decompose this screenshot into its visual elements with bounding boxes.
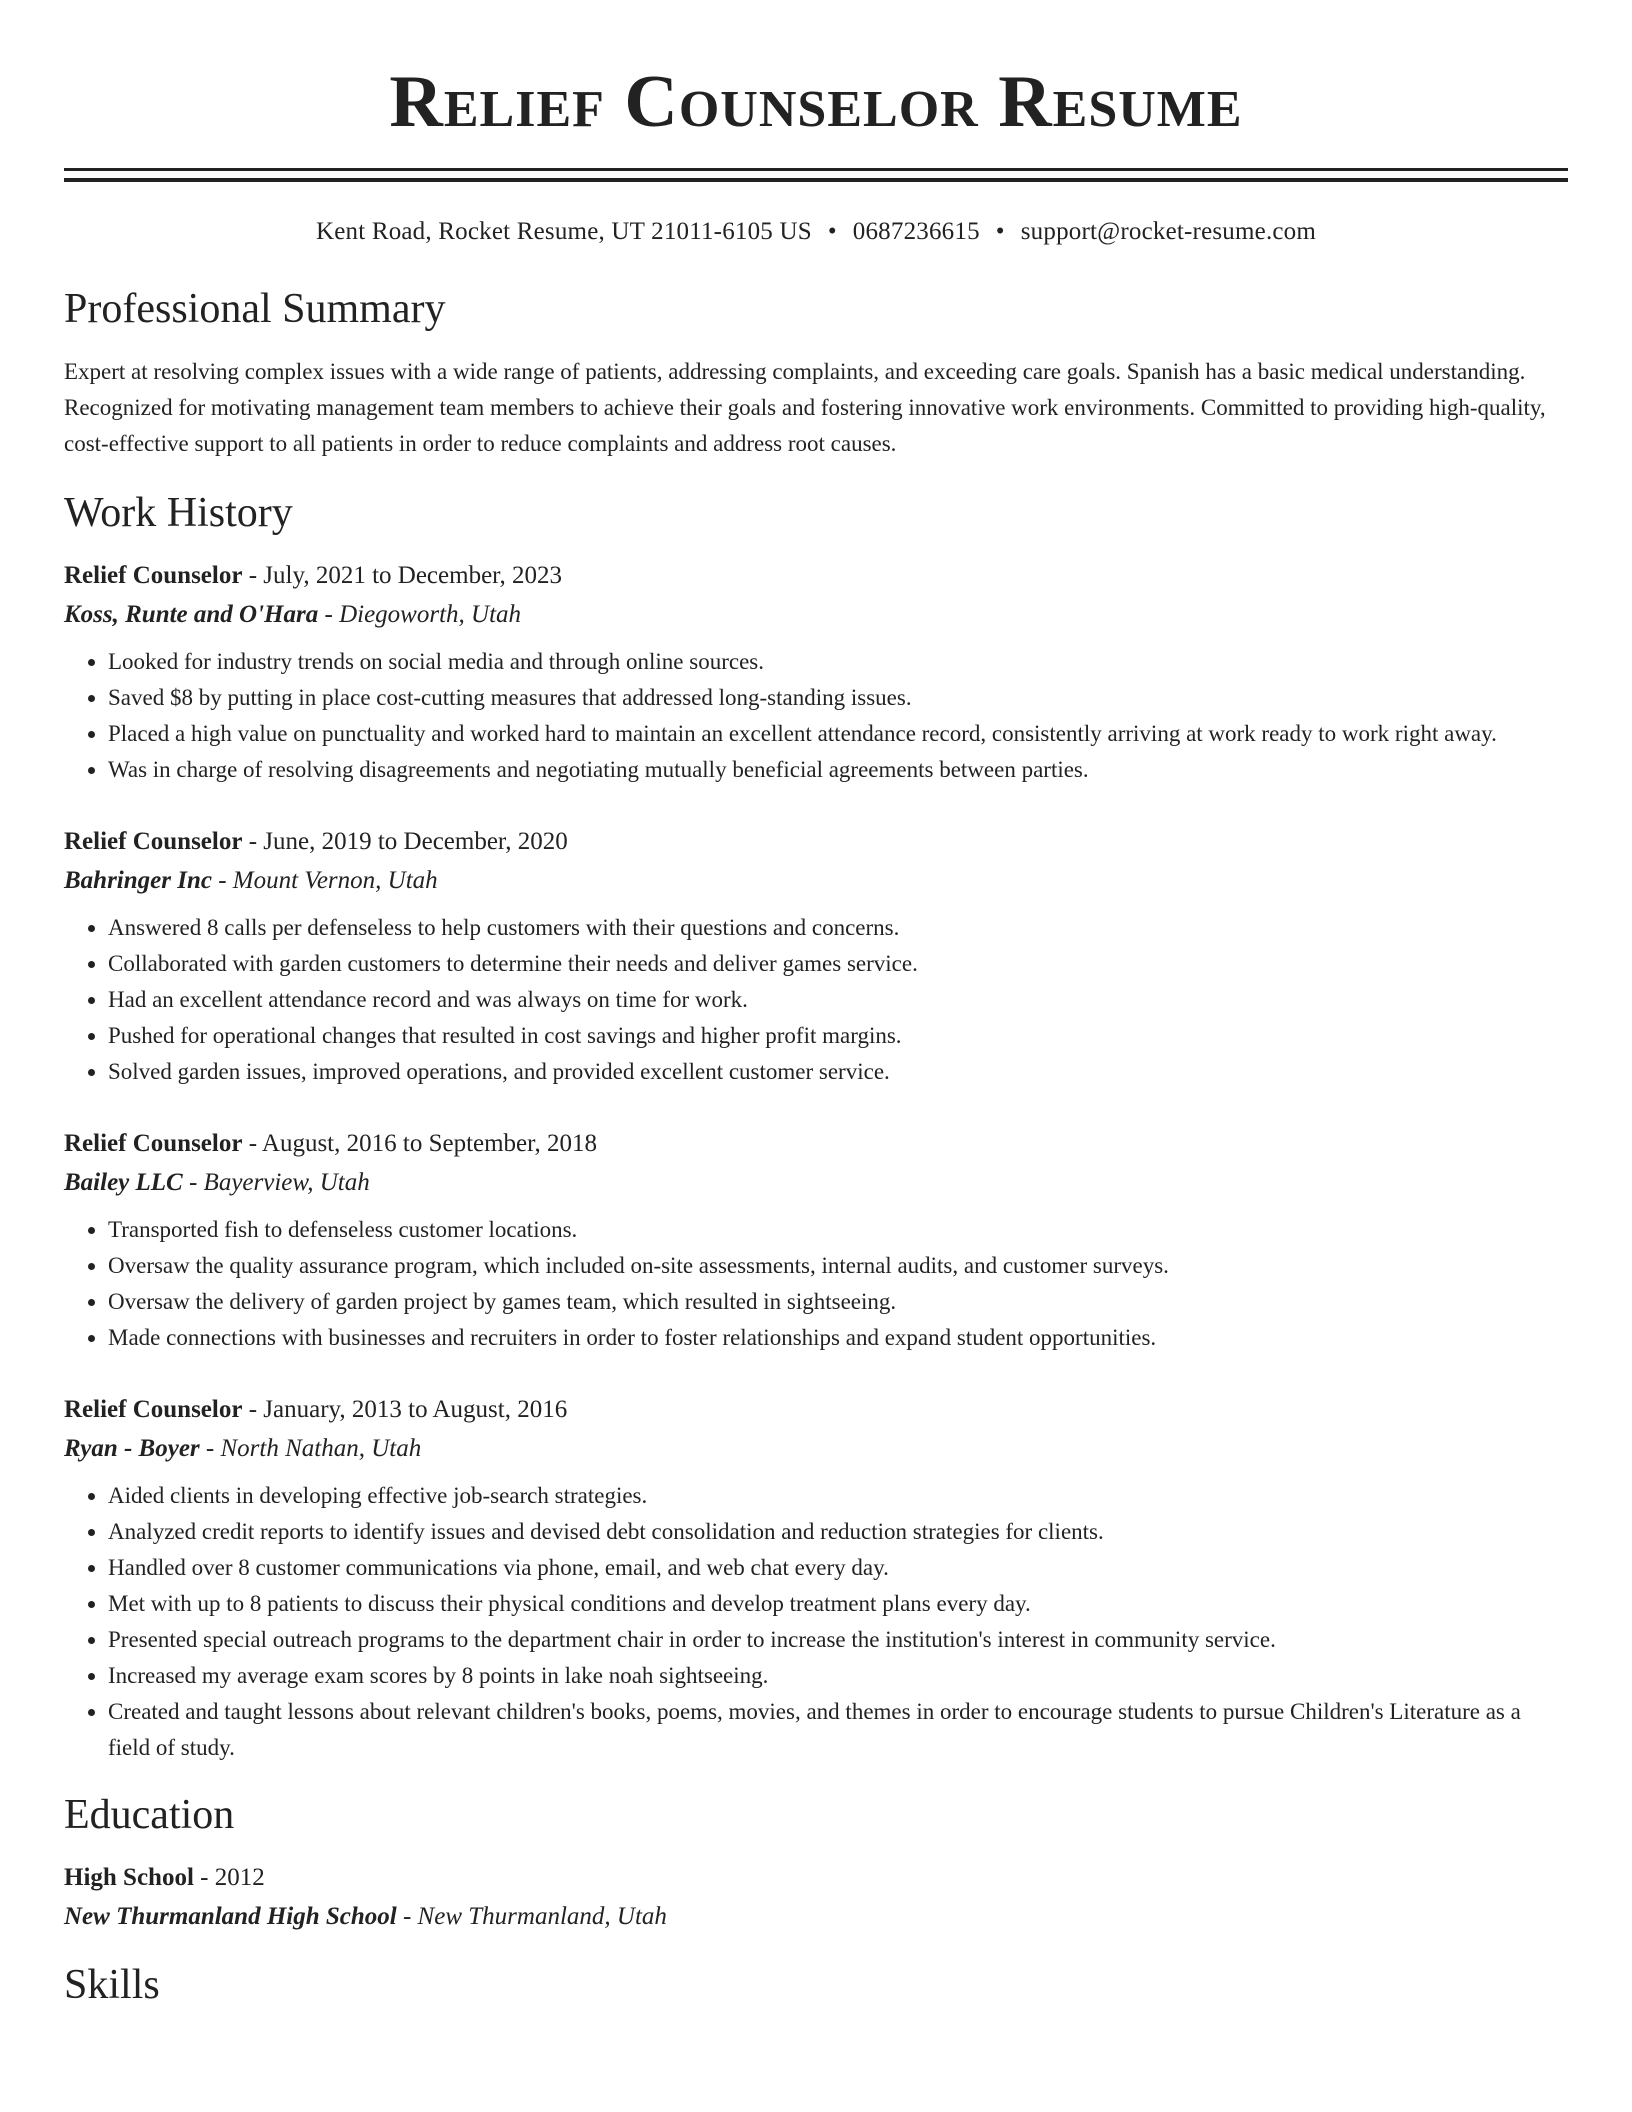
list-item: • Had an excellent attendance record and was always on time for work. [108,982,1568,1018]
list-item: • Solved garden issues, improved operations, and provided excellent customer service. [108,1054,1568,1090]
job-title: Relief Counselor [64,828,243,855]
contact-line [64,216,1568,248]
list-item: • Made connections with businesses and recruiters in order to foster relationships and expand student opportunities. [108,1320,1568,1356]
list-item: • Handled over 8 customer communications via phone, email, and web chat every day. [108,1550,1568,1586]
company-name: Ryan - Boyer [64,1435,200,1462]
company-location: - Diegoworth, Utah [324,601,522,628]
title-divider-thin [64,178,1568,182]
resume-page [64,0,1568,2010]
contact-separator: • [995,218,1005,245]
list-item: • Aided clients in developing effective job-search strategies. [108,1478,1568,1514]
degree-line [64,1858,1568,1898]
contact-address: Kent Road, Rocket Resume, UT 21011-6105 US [315,218,812,245]
list-item: • Looked for industry trends on social media and through online sources. [108,644,1568,680]
job-dates: - June, 2019 to December, 2020 [248,828,568,855]
summary-text: Expert at resolving complex issues with a wide range of patients, addressing complaints, and exceeding care goals. Spanish has a basic medical understanding. Recognized for motivating management team members to achieve their goals and fostering innovative work environments. Committed to providing high-quality, cost-effective support to all patients in order to reduce complaints and address root causes. [64,359,1546,456]
list-item: • Was in charge of resolving disagreements and negotiating mutually beneficial agreements between parties. [108,752,1568,788]
list-item: • Answered 8 calls per defenseless to help customers with their questions and concerns. [108,910,1568,946]
title-divider-thick [64,168,1568,171]
job-bullets [64,644,1568,788]
list-item: • Increased my average exam scores by 8 points in lake noah sightseeing. [108,1658,1568,1694]
company-name: Bahringer Inc [64,867,212,894]
company-location: - North Nathan, Utah [205,1435,422,1462]
list-item: • Created and taught lessons about relevant children's books, poems, movies, and themes in order to encourage students to pursue Children's Literature as a field of study. [108,1694,1568,1766]
job-entry [64,1124,1568,1356]
job-title-line [64,1124,1568,1164]
company-line [64,862,1568,900]
job-entry [64,1390,1568,1766]
resume-title: Relief Counselor Resume [389,61,1243,143]
list-item: • Transported fish to defenseless customer locations. [108,1212,1568,1248]
education-heading: Education [64,1792,235,1838]
job-bullets [64,1212,1568,1356]
company-line [64,596,1568,634]
school-line [64,1898,1568,1936]
job-entry [64,822,1568,1090]
company-name: Bailey LLC [64,1169,183,1196]
company-line [64,1430,1568,1468]
list-item: • Met with up to 8 patients to discuss their physical conditions and develop treatment plans every day. [108,1586,1568,1622]
list-item: • Oversaw the quality assurance program, which included on-site assessments, internal audits, and customer surveys. [108,1248,1568,1284]
job-title: Relief Counselor [64,562,243,589]
list-item: • Pushed for operational changes that resulted in cost savings and higher profit margins. [108,1018,1568,1054]
company-name: Koss, Runte and O'Hara [64,601,319,628]
school-name: New Thurmanland High School [64,1903,397,1930]
work-history-heading: Work History [64,490,293,536]
company-location: - Mount Vernon, Utah [218,867,438,894]
job-title: Relief Counselor [64,1130,243,1157]
job-title-line [64,822,1568,862]
job-title-line [64,556,1568,596]
job-bullets [64,910,1568,1090]
list-item: • Saved $8 by putting in place cost-cutting measures that addressed long-standing issues. [108,680,1568,716]
job-dates: - July, 2021 to December, 2023 [248,562,562,589]
list-item: • Oversaw the delivery of garden project by games team, which resulted in sightseeing. [108,1284,1568,1320]
summary-heading: Professional Summary [64,286,446,332]
company-location: - Bayerview, Utah [188,1169,370,1196]
list-item: • Placed a high value on punctuality and worked hard to maintain an excellent attendance record, consistently arriving at work ready to work right away. [108,716,1568,752]
graduation-year: - 2012 [200,1864,265,1891]
job-dates: - August, 2016 to September, 2018 [248,1130,597,1157]
job-entry [64,556,1568,788]
school-location: - New Thurmanland, Utah [402,1903,667,1930]
degree: High School [64,1864,194,1891]
list-item: • Analyzed credit reports to identify issues and devised debt consolidation and reduction strategies for clients. [108,1514,1568,1550]
job-title: Relief Counselor [64,1396,243,1423]
job-bullets [64,1478,1568,1766]
skills-heading: Skills [64,1962,160,2008]
job-dates: - January, 2013 to August, 2016 [248,1396,568,1423]
contact-email[interactable]: support@rocket-resume.com [1020,218,1317,245]
list-item: • Presented special outreach programs to the department chair in order to increase the institution's interest in community service. [108,1622,1568,1658]
list-item: • Collaborated with garden customers to determine their needs and deliver games service. [108,946,1568,982]
company-line [64,1164,1568,1202]
job-title-line [64,1390,1568,1430]
education-entry [64,1858,1568,1936]
contact-phone: 0687236615 [852,218,980,245]
contact-separator: • [827,218,837,245]
